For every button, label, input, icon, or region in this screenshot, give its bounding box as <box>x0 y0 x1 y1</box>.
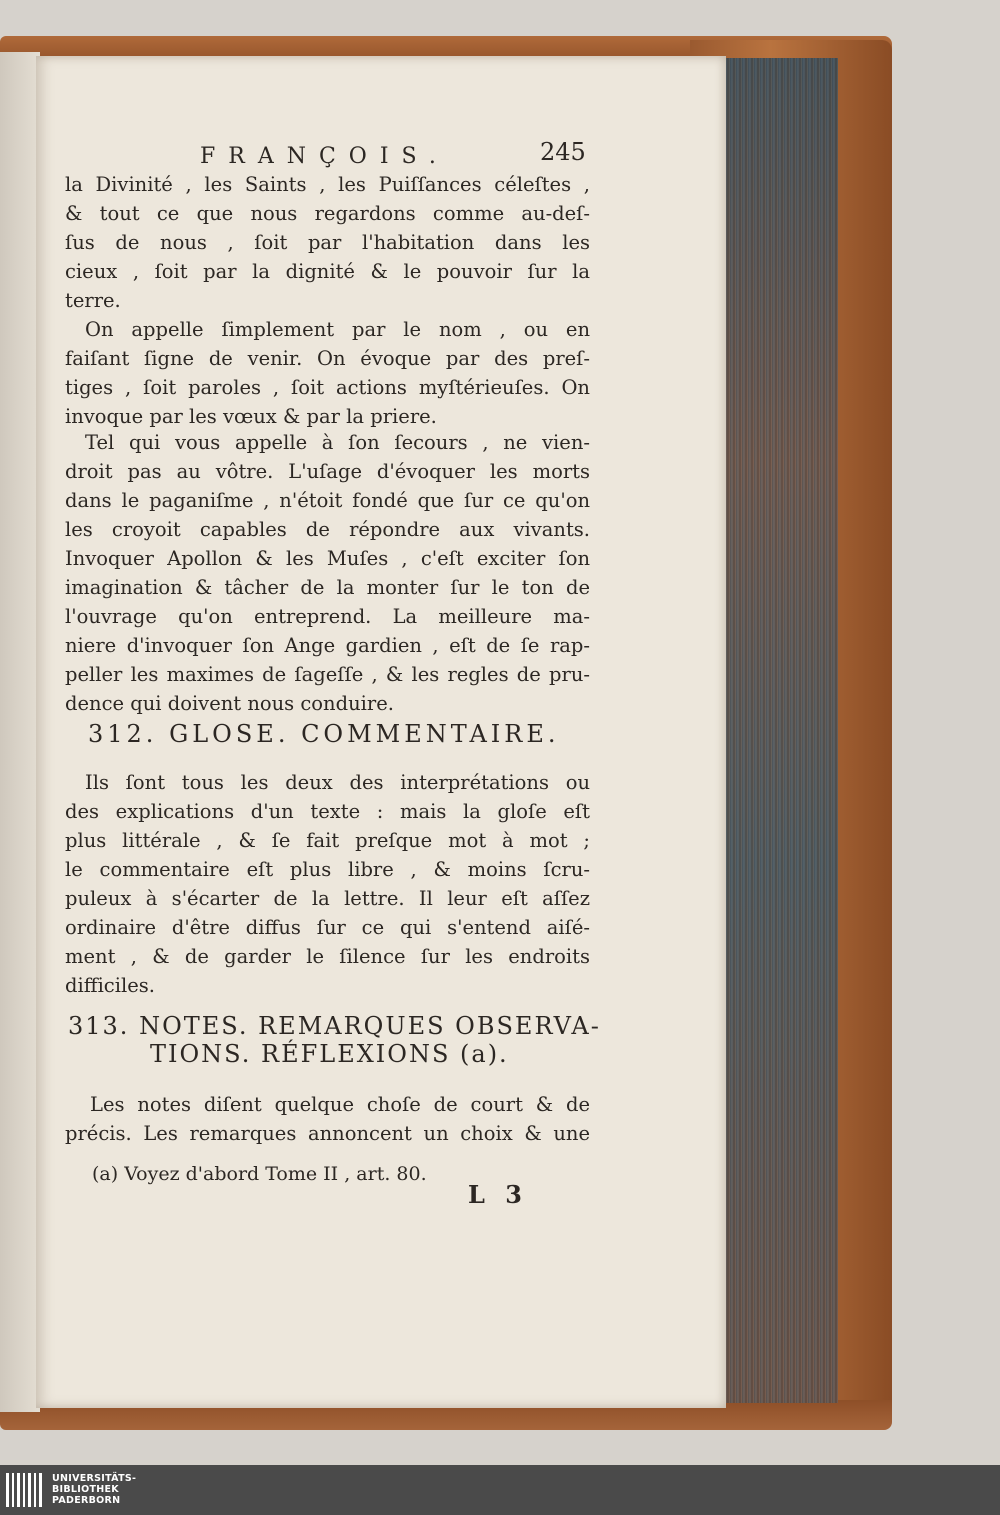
text-line: droit pas au vôtre. L'uſage d'évoquer les morts <box>65 460 590 483</box>
text-line: terre. <box>65 289 121 312</box>
text-line: imagination & tâcher de la monter ſur le ton de <box>65 576 590 599</box>
library-name-line: UNIVERSITÄTS- <box>52 1473 137 1484</box>
library-logo-icon <box>6 1473 42 1507</box>
paragraph-5 <box>65 1090 590 1148</box>
text-line: Invoquer Apollon & les Muſes , c'eſt exciter ſon <box>65 547 590 570</box>
text-line: dans le paganiſme , n'étoit fondé que ſur ce qu'on <box>65 489 590 512</box>
text-line: On appelle ſimplement par le nom , ou en <box>85 318 590 341</box>
library-name-line: PADERBORN <box>52 1495 121 1506</box>
text-line: le commentaire eſt plus libre , & moins ſcru- <box>65 858 590 881</box>
text-line: des explications d'un texte : mais la gloſe eſt <box>65 800 590 823</box>
paragraph-4 <box>65 768 590 1000</box>
page-number: 245 <box>540 138 586 166</box>
text-line: ment , & de garder le ſilence ſur les endroits <box>65 945 590 968</box>
library-name <box>52 1473 136 1506</box>
section-heading-313-line2: TIONS. RÉFLEXIONS (a). <box>150 1040 509 1068</box>
text-line: dence qui doivent nous conduire. <box>65 692 394 715</box>
footnote: (a) Voyez d'abord Tome II , art. 80. <box>92 1163 427 1185</box>
text-line: difficiles. <box>65 974 155 997</box>
text-line: plus littérale , & ſe fait preſque mot à mot ; <box>65 829 590 852</box>
text-line: ſus de nous , ſoit par l'habitation dans les <box>65 231 590 254</box>
signature-mark: L 3 <box>468 1180 528 1209</box>
text-line: Les notes diſent quelque choſe de court & de <box>90 1093 590 1116</box>
section-heading-312: 312. GLOSE. COMMENTAIRE. <box>88 720 560 748</box>
text-line: l'ouvrage qu'on entreprend. La meilleure ma- <box>65 605 590 628</box>
text-line: & tout ce que nous regardons comme au-deſ- <box>65 202 590 225</box>
text-line: cieux , ſoit par la dignité & le pouvoir ſur la <box>65 260 590 283</box>
text-line: invoque par les vœux & par la priere. <box>65 405 437 428</box>
paragraph-2 <box>65 315 590 431</box>
text-line: niere d'invoquer ſon Ange gardien , eſt de ſe rap- <box>65 634 590 657</box>
paragraph-3 <box>65 428 590 718</box>
text-line: ordinaire d'être diffus ſur ce qui s'entend aiſé- <box>65 916 590 939</box>
text-line: Tel qui vous appelle à ſon ſecours , ne vien- <box>85 431 590 454</box>
library-footer <box>0 1465 1000 1515</box>
text-line: les croyoit capables de répondre aux vivants. <box>65 518 590 541</box>
text-line: tiges , ſoit paroles , ſoit actions myſtérieuſes. On <box>65 376 590 399</box>
text-line: faiſant ſigne de venir. On évoque par des preſ- <box>65 347 590 370</box>
text-line: puleux à s'écarter de la lettre. Il leur eſt aſſez <box>65 887 590 910</box>
page-edges-marbled <box>718 58 838 1403</box>
text-line: précis. Les remarques annoncent un choix & une <box>65 1122 590 1145</box>
library-name-line: BIBLIOTHEK <box>52 1484 119 1495</box>
text-line: Ils ſont tous les deux des interprétations ou <box>85 771 590 794</box>
paragraph-1 <box>65 170 590 315</box>
running-head: FRANÇOIS. <box>200 144 449 169</box>
text-line: la Divinité , les Saints , les Puiſſances céleſtes , <box>65 173 590 196</box>
section-heading-313-line1: 313. NOTES. REMARQUES OBSERVA- <box>68 1012 601 1040</box>
facing-page-sliver <box>0 52 40 1412</box>
text-line: peller les maximes de ſageſſe , & les regles de pru- <box>65 663 590 686</box>
